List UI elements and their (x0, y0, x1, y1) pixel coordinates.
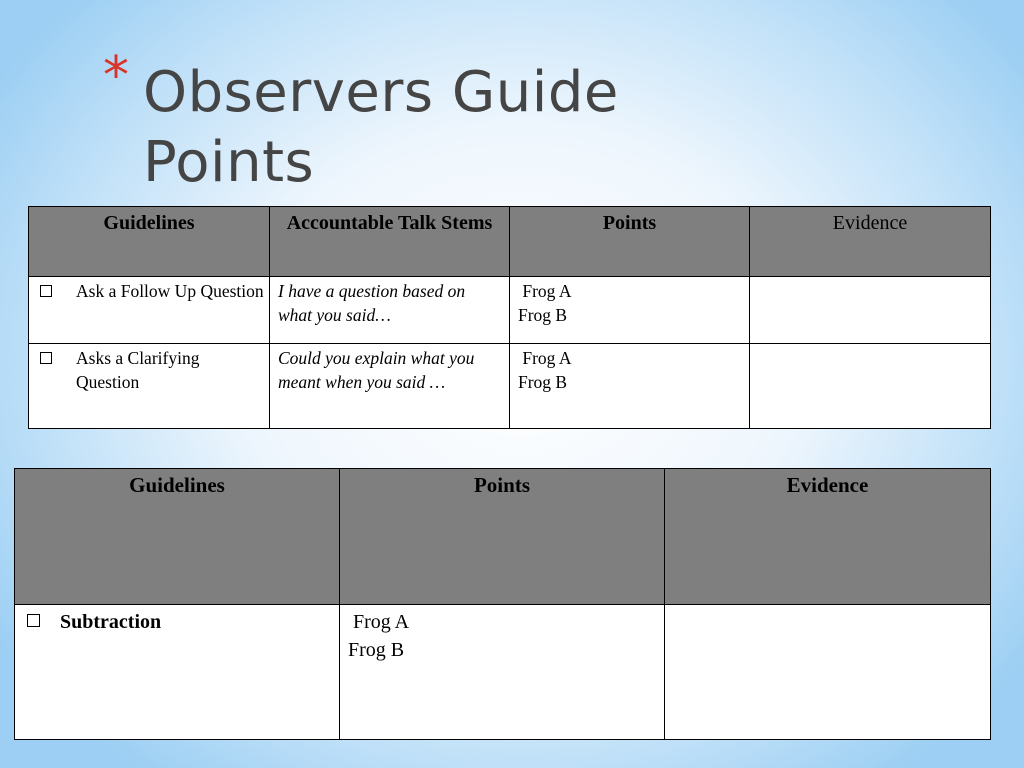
evidence-cell[interactable] (750, 344, 991, 429)
header-points: Points (510, 207, 750, 277)
header-points: Points (340, 469, 665, 605)
header-guidelines: Guidelines (29, 207, 270, 277)
checkbox-icon[interactable] (40, 285, 52, 297)
points-frog-a: Frog A (348, 611, 410, 633)
guideline-text: Subtraction (60, 611, 162, 633)
table-header-row (15, 469, 991, 605)
slide-title: Observers Guide Points (143, 60, 619, 195)
title-bullet-asterisk: * (103, 46, 129, 106)
table-row (29, 277, 991, 344)
header-accountable-talk-stems: Accountable Talk Stems (270, 207, 510, 277)
stem-cell (270, 277, 510, 344)
guideline-cell (29, 277, 270, 344)
guideline-text: Asks a Clarifying Question (76, 348, 200, 392)
checkbox-icon[interactable] (27, 614, 40, 627)
points-frog-a: Frog A (518, 348, 572, 368)
accountable-talk-table (28, 206, 991, 429)
header-guidelines: Guidelines (15, 469, 340, 605)
points-frog-b: Frog B (348, 639, 405, 661)
table-row (29, 344, 991, 429)
stem-text: Could you explain what you meant when you said … (278, 348, 475, 392)
points-cell (340, 605, 665, 740)
points-cell (510, 344, 750, 429)
table-row (15, 605, 991, 740)
header-evidence: Evidence (665, 469, 991, 605)
stem-text: I have a question based on what you said… (278, 281, 466, 325)
stem-cell (270, 344, 510, 429)
points-frog-b: Frog B (518, 372, 568, 392)
checkbox-icon[interactable] (40, 352, 52, 364)
guideline-cell (29, 344, 270, 429)
header-evidence: Evidence (750, 207, 991, 277)
points-frog-a: Frog A (518, 281, 572, 301)
evidence-cell[interactable] (665, 605, 991, 740)
guideline-cell (15, 605, 340, 740)
guideline-text: Ask a Follow Up Question (76, 281, 264, 301)
table-header-row (29, 207, 991, 277)
points-cell (510, 277, 750, 344)
evidence-cell[interactable] (750, 277, 991, 344)
points-frog-b: Frog B (518, 305, 568, 325)
subtraction-table (14, 468, 991, 740)
